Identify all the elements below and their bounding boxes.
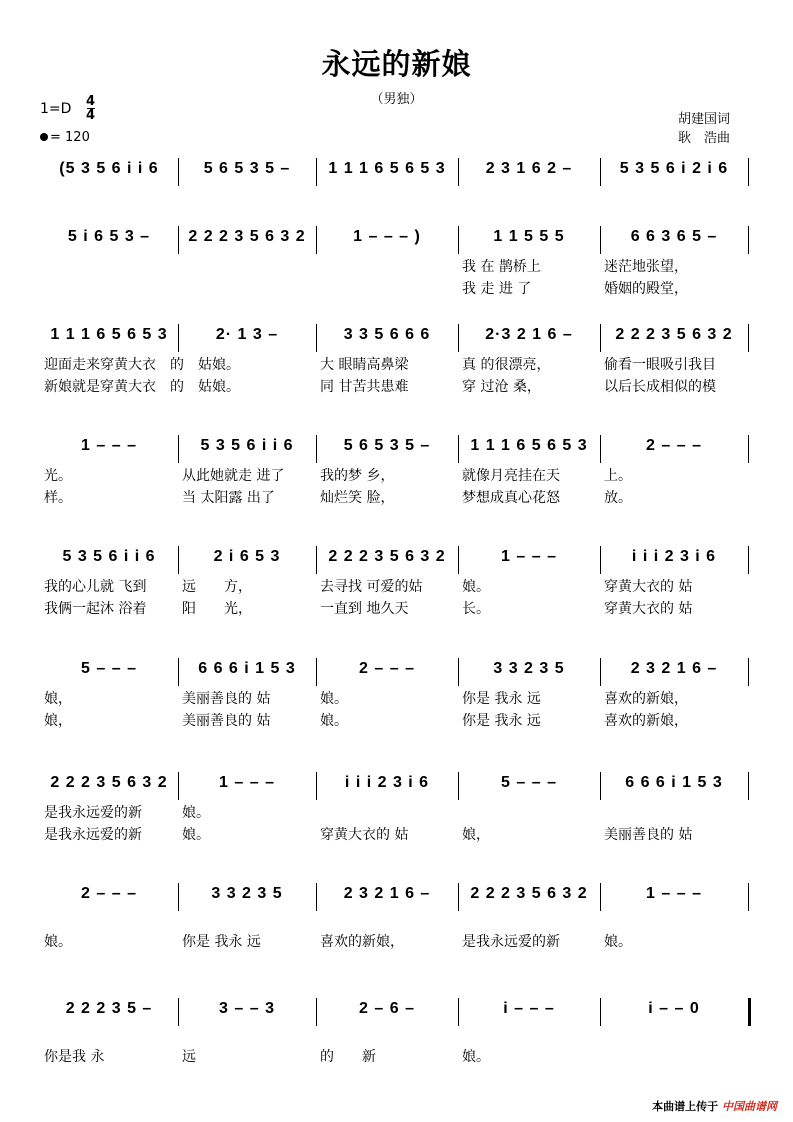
bar-line xyxy=(600,546,601,574)
lyric-segment: 当 太阳露 出了 xyxy=(182,490,275,506)
measure: 2 i 6 5 3 xyxy=(213,548,281,565)
measure: 2· 1 3 – xyxy=(215,326,279,343)
measure: 1 – – – xyxy=(646,885,702,902)
measure: i i i 2 3 i 6 xyxy=(344,774,430,791)
lyric-segment: 穿 过沧 桑， xyxy=(462,379,541,395)
lyric-segment: 去寻找 可爱的姑 xyxy=(320,579,423,595)
measure: 5 – – – xyxy=(501,774,557,791)
bar-line xyxy=(178,998,179,1026)
lyric-segment: 阳 光， xyxy=(182,601,252,617)
bar-line xyxy=(178,226,179,254)
bar-line xyxy=(748,658,749,686)
lyric-segment: 放。 xyxy=(604,490,632,506)
footer xyxy=(652,1098,777,1114)
measure: 3 3 5 6 6 6 xyxy=(343,326,431,343)
bar-line xyxy=(458,772,459,800)
lyric-segment: 是我永远爱的新 xyxy=(462,934,560,950)
measure: i i i 2 3 i 6 xyxy=(631,548,717,565)
lyric-segment: 喜欢的新娘， xyxy=(604,691,688,707)
bar-line xyxy=(748,546,749,574)
measure: 6 6 6 i 1 5 3 xyxy=(625,774,723,791)
lyric-line xyxy=(0,931,793,951)
bar-line xyxy=(600,324,601,352)
lyricist: 胡建国词 xyxy=(678,112,731,127)
bar-line xyxy=(458,883,459,911)
bar-line xyxy=(178,546,179,574)
notation-row xyxy=(0,1000,793,1026)
notation-row xyxy=(0,160,793,186)
measure: 2 – – – xyxy=(646,437,702,454)
bar-line xyxy=(458,158,459,186)
lyric-segment: 梦想成真心花怒 xyxy=(462,490,560,506)
measure: 1 1 1 6 5 6 5 3 xyxy=(328,160,446,177)
lyric-segment: 灿烂笑 脸， xyxy=(320,490,395,506)
bar-line xyxy=(316,658,317,686)
lyric-line xyxy=(0,802,793,822)
lyric-segment: 远 方， xyxy=(182,579,252,595)
measure: 2 3 1 6 2 – xyxy=(485,160,573,177)
lyric-segment: 穿黄大衣的 姑 xyxy=(604,579,693,595)
lyric-segment: 迷茫地张望， xyxy=(604,259,688,275)
measure: 2·3 2 1 6 – xyxy=(485,326,573,343)
lyric-segment: 我的梦 乡， xyxy=(320,468,395,484)
lyric-segment: 是我永远爱的新 xyxy=(44,805,142,821)
bar-line xyxy=(600,772,601,800)
lyric-segment: 美丽善良的 姑 xyxy=(182,713,271,729)
time-sig-top: 4 xyxy=(86,94,96,109)
lyric-segment: 娘。 xyxy=(462,1049,490,1065)
key-signature: 1=D xyxy=(40,101,72,117)
measure: 2 2 2 3 5 6 3 2 xyxy=(470,885,588,902)
bar-line xyxy=(600,226,601,254)
bar-line xyxy=(748,772,749,800)
bar-line xyxy=(178,772,179,800)
tempo-value: = 120 xyxy=(50,130,90,145)
quarter-note-icon xyxy=(40,133,48,141)
lyric-segment: 美丽善良的 姑 xyxy=(604,827,693,843)
lyric-segment: 穿黄大衣的 姑 xyxy=(604,601,693,617)
lyric-line xyxy=(0,576,793,596)
measure: 5 – – – xyxy=(81,660,137,677)
lyric-segment: 娘。 xyxy=(182,827,210,843)
bar-line xyxy=(458,435,459,463)
measure: 2 – 6 – xyxy=(359,1000,415,1017)
bar-line xyxy=(178,435,179,463)
measure: 2 2 2 3 5 6 3 2 xyxy=(328,548,446,565)
lyric-segment: 新娘就是穿黄大衣 的 姑娘。 xyxy=(44,379,240,395)
tempo-marking xyxy=(40,130,90,145)
measure: 1 1 5 5 5 xyxy=(493,228,565,245)
bar-line xyxy=(600,158,601,186)
measure: 1 – – – xyxy=(219,774,275,791)
lyric-segment: 娘。 xyxy=(320,713,348,729)
lyric-segment: 喜欢的新娘， xyxy=(604,713,688,729)
measure: 2 2 2 3 5 6 3 2 xyxy=(50,774,168,791)
lyric-line xyxy=(0,688,793,708)
measure: 3 3 2 3 5 xyxy=(493,660,565,677)
bar-line xyxy=(178,324,179,352)
bar-line xyxy=(316,158,317,186)
measure: 5 i 6 5 3 – xyxy=(67,228,151,245)
lyric-segment: 真 的很漂亮， xyxy=(462,357,551,373)
lyric-segment: 娘， xyxy=(462,827,490,843)
measure: (5 3 5 6 i i 6 xyxy=(59,160,159,177)
lyric-segment: 娘， xyxy=(44,713,72,729)
bar-line xyxy=(316,226,317,254)
lyric-segment: 一直到 地久天 xyxy=(320,601,409,617)
notation-row xyxy=(0,437,793,463)
lyric-segment: 我的心儿就 飞到 xyxy=(44,579,147,595)
lyric-segment: 我俩一起沐 浴着 xyxy=(44,601,147,617)
lyric-segment: 婚姻的殿堂， xyxy=(604,281,688,297)
bar-line xyxy=(316,998,317,1026)
bar-line xyxy=(458,998,459,1026)
bar-line xyxy=(316,324,317,352)
lyric-segment: 偷看一眼吸引我目 xyxy=(604,357,716,373)
lyric-segment: 娘。 xyxy=(182,805,210,821)
lyric-line xyxy=(0,376,793,396)
measure: 5 3 5 6 i i 6 xyxy=(200,437,294,454)
song-subtitle: （男独） xyxy=(370,92,423,107)
lyric-segment: 喜欢的新娘， xyxy=(320,934,404,950)
notation-row xyxy=(0,660,793,686)
notation-row xyxy=(0,228,793,254)
measure: 3 – – 3 xyxy=(219,1000,275,1017)
bar-line xyxy=(748,226,749,254)
bar-line xyxy=(316,772,317,800)
lyric-segment: 的 新 xyxy=(320,1049,376,1065)
measure: 2 2 2 3 5 6 3 2 xyxy=(615,326,733,343)
bar-line xyxy=(178,158,179,186)
measure: 2 – – – xyxy=(359,660,415,677)
lyric-segment: 远 xyxy=(182,1049,196,1065)
measure: 1 – – – xyxy=(81,437,137,454)
bar-line xyxy=(748,324,749,352)
lyric-segment: 迎面走来穿黄大衣 的 姑娘。 xyxy=(44,357,240,373)
bar-line xyxy=(600,658,601,686)
measure: 6 6 6 i 1 5 3 xyxy=(198,660,296,677)
lyric-line xyxy=(0,487,793,507)
measure: 5 6 5 3 5 – xyxy=(343,437,431,454)
bar-line xyxy=(748,158,749,186)
lyric-segment: 长。 xyxy=(462,601,490,617)
bar-line xyxy=(178,658,179,686)
measure: 1 1 1 6 5 6 5 3 xyxy=(50,326,168,343)
measure: 5 6 5 3 5 – xyxy=(203,160,291,177)
bar-line xyxy=(316,546,317,574)
measure: 1 1 1 6 5 6 5 3 xyxy=(470,437,588,454)
measure: 2 2 2 3 5 6 3 2 xyxy=(188,228,306,245)
lyric-segment: 大 眼睛高鼻梁 xyxy=(320,357,409,373)
song-title: 永远的新娘 xyxy=(321,47,472,81)
lyric-segment: 娘。 xyxy=(462,579,490,595)
footer-brand: 中国曲谱网 xyxy=(722,1100,777,1113)
measure: 2 2 2 3 5 – xyxy=(65,1000,153,1017)
lyric-line xyxy=(0,598,793,618)
composer: 耿 浩曲 xyxy=(678,131,731,146)
lyric-line xyxy=(0,710,793,730)
lyric-line xyxy=(0,278,793,298)
time-signature xyxy=(86,95,95,122)
lyric-segment: 同 甘苦共患难 xyxy=(320,379,409,395)
lyric-segment: 穿黄大衣的 姑 xyxy=(320,827,409,843)
bar-line xyxy=(316,883,317,911)
notation-row xyxy=(0,548,793,574)
bar-line xyxy=(458,226,459,254)
lyric-segment: 是我永远爱的新 xyxy=(44,827,142,843)
measure: 2 3 2 1 6 – xyxy=(343,885,431,902)
measure: 5 3 5 6 i 2 i 6 xyxy=(619,160,729,177)
lyric-segment: 光。 xyxy=(44,468,72,484)
lyric-segment: 上。 xyxy=(604,468,632,484)
lyric-segment: 以后长成相似的模 xyxy=(604,379,716,395)
bar-line xyxy=(458,546,459,574)
lyric-line xyxy=(0,824,793,844)
lyric-segment: 你是 我永 远 xyxy=(462,691,541,707)
bar-line xyxy=(316,435,317,463)
lyric-segment: 娘。 xyxy=(604,934,632,950)
measure: 2 3 2 1 6 – xyxy=(630,660,718,677)
bar-line xyxy=(458,658,459,686)
lyric-segment: 我 走 进 了 xyxy=(462,281,532,297)
measure: 2 – – – xyxy=(81,885,137,902)
bar-line xyxy=(748,998,751,1026)
lyric-line xyxy=(0,465,793,485)
lyric-segment: 就像月亮挂在天 xyxy=(462,468,560,484)
measure: 1 – – – xyxy=(501,548,557,565)
measure: 3 3 2 3 5 xyxy=(211,885,283,902)
bar-line xyxy=(600,998,601,1026)
lyric-segment: 你是我 永 xyxy=(44,1049,105,1065)
bar-line xyxy=(600,435,601,463)
bar-line xyxy=(748,883,749,911)
lyric-segment: 娘。 xyxy=(320,691,348,707)
lyric-segment: 你是 我永 远 xyxy=(182,934,261,950)
bar-line xyxy=(748,435,749,463)
lyric-segment: 我 在 鹊桥上 xyxy=(462,259,541,275)
lyric-line xyxy=(0,354,793,374)
bar-line xyxy=(178,883,179,911)
lyric-line xyxy=(0,256,793,276)
measure: 1 – – – ) xyxy=(353,228,421,245)
time-sig-bottom: 4 xyxy=(86,108,96,123)
measure: 6 6 3 6 5 – xyxy=(630,228,718,245)
lyric-segment: 美丽善良的 姑 xyxy=(182,691,271,707)
lyric-segment: 娘。 xyxy=(44,934,72,950)
notation-row xyxy=(0,774,793,800)
lyric-line xyxy=(0,1046,793,1066)
lyric-segment: 样。 xyxy=(44,490,72,506)
lyric-segment: 你是 我永 远 xyxy=(462,713,541,729)
notation-row xyxy=(0,885,793,911)
lyric-segment: 娘， xyxy=(44,691,72,707)
footer-text: 本曲谱上传于 xyxy=(652,1100,719,1113)
bar-line xyxy=(600,883,601,911)
lyric-segment: 从此她就走 进了 xyxy=(182,468,285,484)
measure: i – – 0 xyxy=(648,1000,700,1017)
measure: i – – – xyxy=(503,1000,555,1017)
notation-row xyxy=(0,326,793,352)
bar-line xyxy=(458,324,459,352)
measure: 5 3 5 6 i i 6 xyxy=(62,548,156,565)
